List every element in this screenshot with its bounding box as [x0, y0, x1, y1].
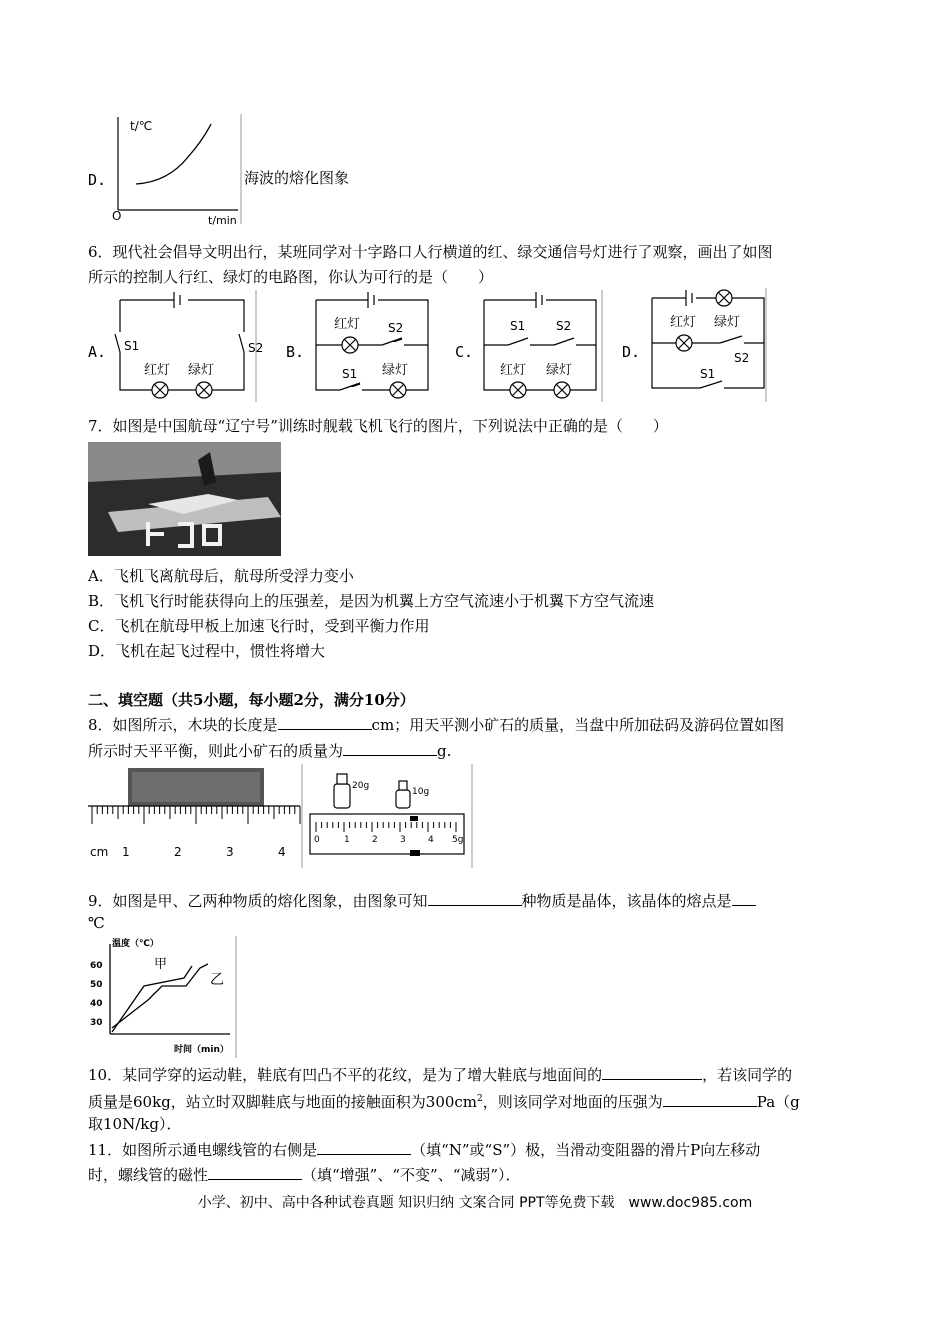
q8-line2-a: 所示时天平平衡，则此小矿石的质量为: [88, 742, 344, 760]
melting-chart: [88, 936, 238, 1058]
q10-answer-blank-2[interactable]: [663, 1091, 757, 1107]
q9-answer-blank-2[interactable]: [732, 890, 756, 906]
ytick-40: 40: [90, 999, 103, 1009]
q11-answer-blank-1[interactable]: [317, 1139, 411, 1155]
q10-answer-blank-1[interactable]: [602, 1064, 702, 1080]
rider-top: [410, 816, 418, 821]
q8-line2-b: g.: [437, 742, 452, 760]
q9-line1-a: 9．如图是甲、乙两种物质的熔化图象，由图象可知: [88, 892, 428, 910]
q10-line1-b: ，若该同学的: [702, 1066, 793, 1084]
balance-tick-3: 3: [400, 835, 406, 845]
q11-answer-blank-2[interactable]: [208, 1164, 302, 1180]
ruler-tick-2: 2: [174, 845, 182, 859]
red-light-label: 红灯: [670, 315, 697, 330]
q10-line2-c: Pa（g: [756, 1093, 800, 1111]
rider-bottom: [410, 850, 420, 856]
q5-option-d-caption: 海波的熔化图象: [244, 169, 350, 187]
chart-xlabel: 时间（min）: [174, 1045, 229, 1055]
s2-label: S2: [556, 319, 572, 333]
q6-option-d: D.: [622, 343, 641, 361]
ruler-figure: [88, 764, 304, 868]
q8-answer-blank-1[interactable]: [278, 714, 372, 730]
s2-label: S2: [734, 351, 750, 365]
q8-line1: [88, 714, 784, 735]
ruler-tick-4: 4: [278, 845, 286, 859]
ruler-unit: cm: [90, 845, 109, 859]
ruler-tick-3: 3: [226, 845, 234, 859]
green-light-label: 绿灯: [546, 363, 573, 378]
circuit-c: [474, 290, 604, 402]
q9-line1: [88, 890, 756, 911]
q10-sup: 2: [477, 1094, 483, 1104]
q6-option-c: C.: [455, 343, 474, 361]
s1-label: S1: [510, 319, 526, 333]
q7-stem: 7．如图是中国航母“辽宁号”训练时舰载飞机飞行的图片，下列说法中正确的是（ ）: [88, 417, 668, 435]
q5-option-d-label: D.: [88, 171, 107, 189]
q8-line2: [88, 740, 451, 761]
balance-tick-1: 1: [344, 835, 350, 845]
q11-line2-a: 时，螺线管的磁性: [88, 1166, 209, 1184]
curve-jia: [112, 966, 192, 1032]
q11-line2: [88, 1164, 521, 1185]
balance-tick-2: 2: [372, 835, 378, 845]
ruler-tick-1: 1: [122, 845, 130, 859]
weight-10g: 10g: [412, 787, 430, 797]
circuit-a: [108, 290, 264, 402]
balance-figure: [306, 764, 474, 868]
s1-label: S1: [342, 367, 358, 381]
q9-line2: ℃: [88, 914, 105, 932]
balance-tick-4: 4: [428, 835, 434, 845]
q9-answer-blank-1[interactable]: [428, 890, 522, 906]
q10-line2-a: 质量是60kg，站立时双脚鞋底与地面的接触面积为300cm: [88, 1093, 478, 1111]
chart-ylabel: 温度（℃）: [112, 939, 159, 949]
curve-yi: [112, 964, 208, 1028]
label-jia: 甲: [154, 957, 168, 972]
circuit-d: [642, 288, 770, 402]
q11-line1-a: 11．如图所示通电螺线管的右侧是: [88, 1141, 318, 1159]
ytick-30: 30: [90, 1018, 103, 1028]
s1-label: S1: [124, 339, 140, 353]
graph-ylabel: t/℃: [130, 119, 153, 133]
green-light-label: 绿灯: [714, 315, 741, 330]
q7-option-d: D．飞机在起飞过程中，惯性将增大: [88, 642, 326, 660]
green-light-label: 绿灯: [382, 363, 409, 378]
q11-line1-b: （填“N”或“S”）极，当滑动变阻器的滑片P向左移动: [411, 1141, 761, 1159]
red-light-label: 红灯: [500, 363, 527, 378]
red-light-label: 红灯: [334, 317, 361, 332]
q9-line1-b: 种物质是晶体，该晶体的熔点是: [521, 892, 732, 910]
carrier-jet-photo: [88, 442, 281, 556]
q10-line3: 取10N/kg）．: [88, 1115, 182, 1133]
section2-title: 二、填空题（共5小题，每小题2分，满分10分）: [88, 691, 415, 709]
q7-option-b: B．飞机飞行时能获得向上的压强差，是因为机翼上方空气流速小于机翼下方空气流速: [88, 592, 655, 610]
q8-line1-b: cm；用天平测小矿石的质量，当盘中所加砝码及游码位置如图: [371, 716, 785, 734]
q7-option-c: C．飞机在航母甲板上加速飞行时，受到平衡力作用: [88, 617, 430, 635]
q7-option-a: A．飞机飞离航母后，航母所受浮力变小: [88, 567, 354, 585]
haibo-melting-graph: [108, 112, 248, 227]
label-yi: 乙: [210, 972, 224, 988]
q11-line2-b: （填“增强”、“不变”、“减弱”）．: [302, 1166, 521, 1184]
q10-line1-a: 10．某同学穿的运动鞋，鞋底有凹凸不平的花纹，是为了增大鞋底与地面间的: [88, 1066, 603, 1084]
ytick-60: 60: [90, 961, 103, 971]
q6-stem-line2: 所示的控制人行红、绿灯的电路图，你认为可行的是（ ）: [88, 268, 494, 286]
weight-20g: 20g: [352, 781, 370, 791]
q6-stem-line1: 6．现代社会倡导文明出行，某班同学对十字路口人行横道的红、绿交通信号灯进行了观察，画出了如图: [88, 243, 773, 261]
q10-line2: [88, 1089, 800, 1112]
s1-label: S1: [700, 367, 716, 381]
q10-line2-b: ，则该同学对地面的压强为: [482, 1093, 663, 1111]
q6-option-a: A.: [88, 343, 107, 361]
green-light-label: 绿灯: [188, 363, 215, 378]
q11-line1: [88, 1139, 760, 1160]
graph-xlabel: t/min: [208, 214, 237, 227]
page-footer: 小学、初中、高中各种试卷真题 知识归纳 文案合同 PPT等免费下载 www.doc985.com: [197, 1195, 753, 1211]
red-light-label: 红灯: [144, 363, 171, 378]
q6-option-b: B.: [286, 343, 305, 361]
balance-tick-5: 5g: [452, 835, 464, 845]
melting-curve: [136, 124, 211, 184]
q8-answer-blank-2[interactable]: [343, 740, 437, 756]
q10-line1: [88, 1064, 792, 1085]
circuit-b: [306, 290, 436, 402]
q8-line1-a: 8．如图所示，木块的长度是: [88, 716, 278, 734]
balance-tick-0: 0: [314, 835, 320, 845]
ytick-50: 50: [90, 980, 103, 990]
s2-label: S2: [248, 341, 264, 355]
s2-label: S2: [388, 321, 404, 335]
graph-origin: O: [112, 209, 122, 223]
